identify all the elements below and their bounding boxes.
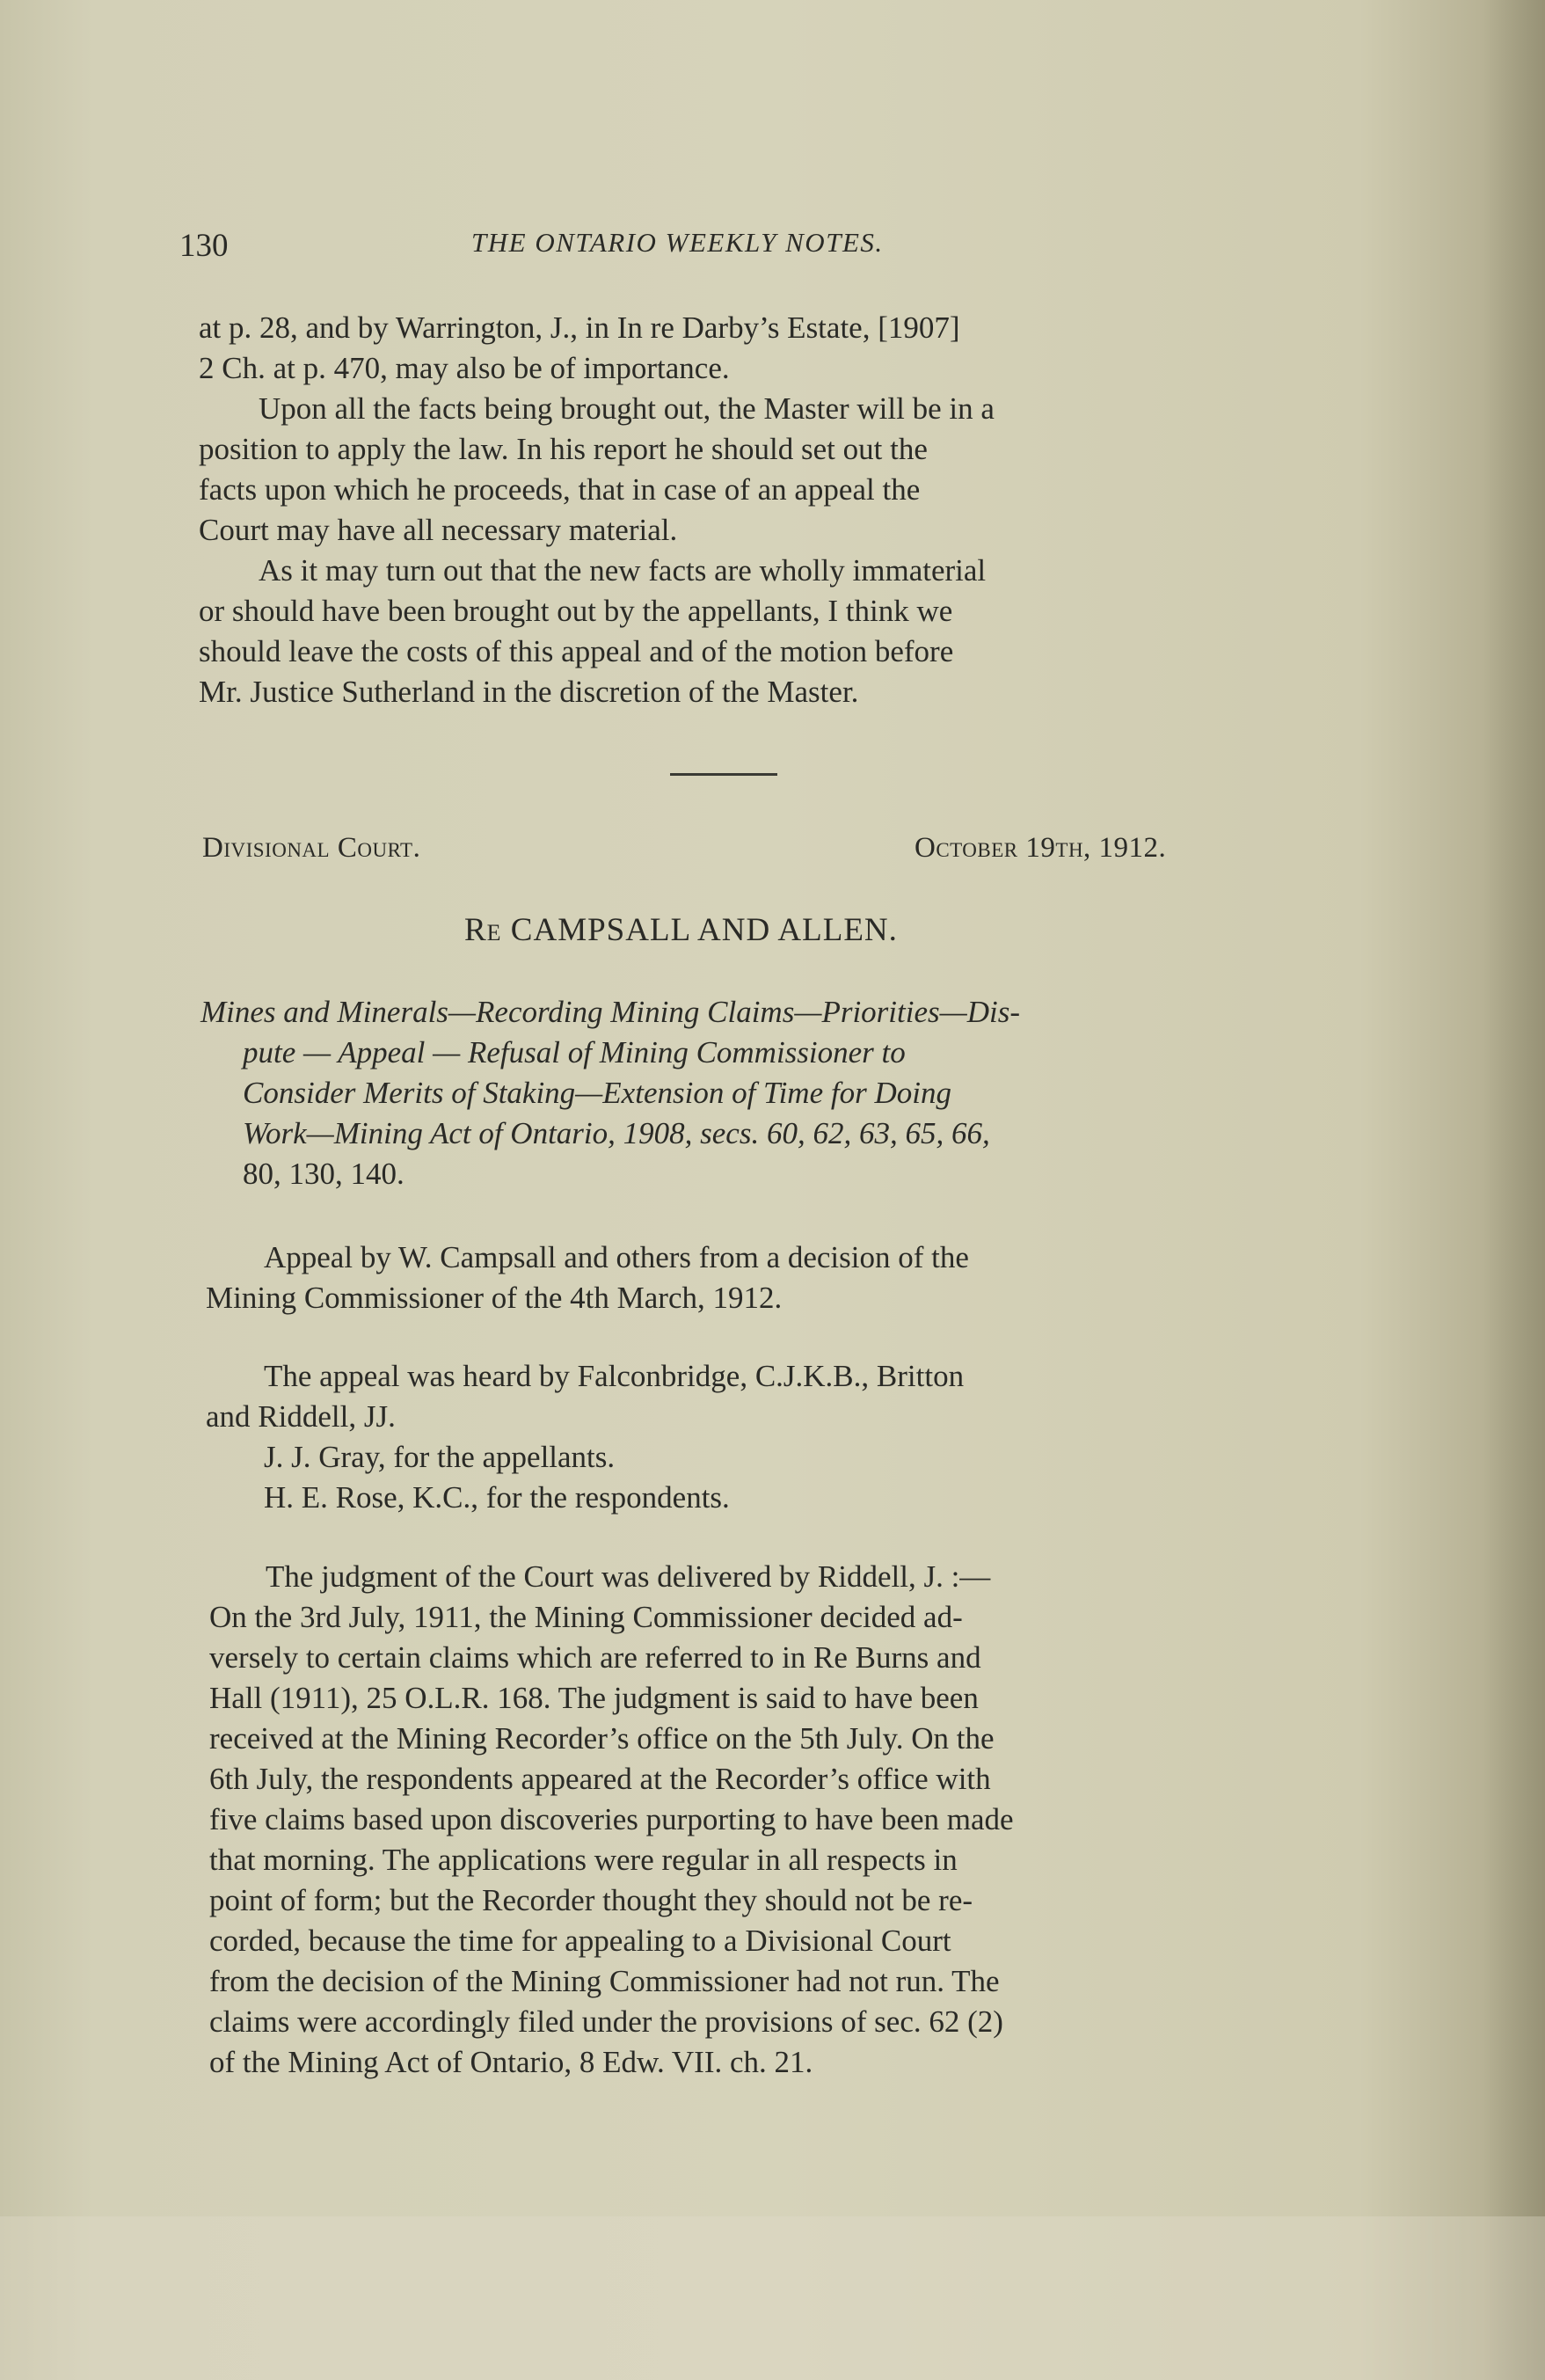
text-line: at p. 28, and by Warrington, J., in In re Darby’s Estate, [1907] — [199, 310, 960, 345]
page-bottom-margin — [0, 2216, 1545, 2380]
text-line: point of form; but the Recorder thought they should not be re- — [209, 1883, 973, 1917]
text-line: Appeal by W. Campsall and others from a decision of the — [264, 1240, 969, 1274]
text-line: or should have been brought out by the appellants, I think we — [199, 594, 953, 628]
text-line: of the Mining Act of Ontario, 8 Edw. VII. ch. 21. — [209, 2045, 813, 2079]
text-line: The judgment of the Court was delivered by Riddell, J. :— — [266, 1559, 991, 1594]
decision-date: October 19th, 1912. — [915, 832, 1167, 864]
counsel-appellants: J. J. Gray, for the appellants. — [264, 1440, 616, 1474]
text-line: versely to certain claims which are referred to in Re Burns and — [209, 1640, 981, 1675]
text-line: five claims based upon discoveries purporting to have been made — [209, 1802, 1014, 1836]
text-line: On the 3rd July, 1911, the Mining Commissioner decided ad- — [209, 1600, 963, 1634]
section-divider — [670, 773, 777, 776]
text-line: Upon all the facts being brought out, the Master will be in a — [259, 391, 995, 426]
headnote-line: Consider Merits of Staking—Extension of Time for Doing — [243, 1076, 951, 1110]
headnote-line: pute — Appeal — Refusal of Mining Commissioner to — [243, 1035, 906, 1070]
page-edge-shadow — [1483, 0, 1545, 2380]
text-line: from the decision of the Mining Commissioner had not run. The — [209, 1964, 1000, 1998]
court-name: Divisional Court. — [202, 832, 421, 864]
text-line: facts upon which he proceeds, that in case of an appeal the — [199, 472, 921, 507]
case-title: Re CAMPSALL AND ALLEN. — [464, 912, 898, 948]
text-line: position to apply the law. In his report he should set out the — [199, 432, 928, 466]
text-line: corded, because the time for appealing to a Divisional Court — [209, 1924, 951, 1958]
text-line: 2 Ch. at p. 470, may also be of importance. — [199, 351, 730, 385]
text-line: should leave the costs of this appeal and of the motion before — [199, 634, 954, 668]
text-line: 6th July, the respondents appeared at the Recorder’s office with — [209, 1762, 991, 1796]
headnote-line: Work—Mining Act of Ontario, 1908, secs. 60, 62, 63, 65, 66, — [243, 1116, 990, 1150]
text-line: Court may have all necessary material. — [199, 513, 678, 547]
page-number: 130 — [179, 228, 229, 264]
text-line: Hall (1911), 25 O.L.R. 168. The judgment is said to have been — [209, 1681, 979, 1715]
text-line: that morning. The applications were regular in all respects in — [209, 1843, 958, 1877]
text-line: Mr. Justice Sutherland in the discretion of the Master. — [199, 675, 859, 709]
running-title: THE ONTARIO WEEKLY NOTES. — [471, 227, 884, 258]
text-line: and Riddell, JJ. — [206, 1399, 396, 1434]
counsel-respondents: H. E. Rose, K.C., for the respondents. — [264, 1480, 730, 1515]
text-line: The appeal was heard by Falconbridge, C.J.K.B., Britton — [264, 1359, 965, 1393]
text-line: claims were accordingly filed under the provisions of sec. 62 (2) — [209, 2004, 1003, 2039]
text-line: As it may turn out that the new facts are wholly immaterial — [259, 553, 987, 588]
headnote-line: Mines and Minerals—Recording Mining Claims—Priorities—Dis- — [200, 995, 1021, 1029]
text-line: Mining Commissioner of the 4th March, 1912. — [206, 1281, 783, 1315]
headnote-line: 80, 130, 140. — [243, 1157, 404, 1191]
text-line: received at the Mining Recorder’s office on the 5th July. On the — [209, 1721, 995, 1756]
